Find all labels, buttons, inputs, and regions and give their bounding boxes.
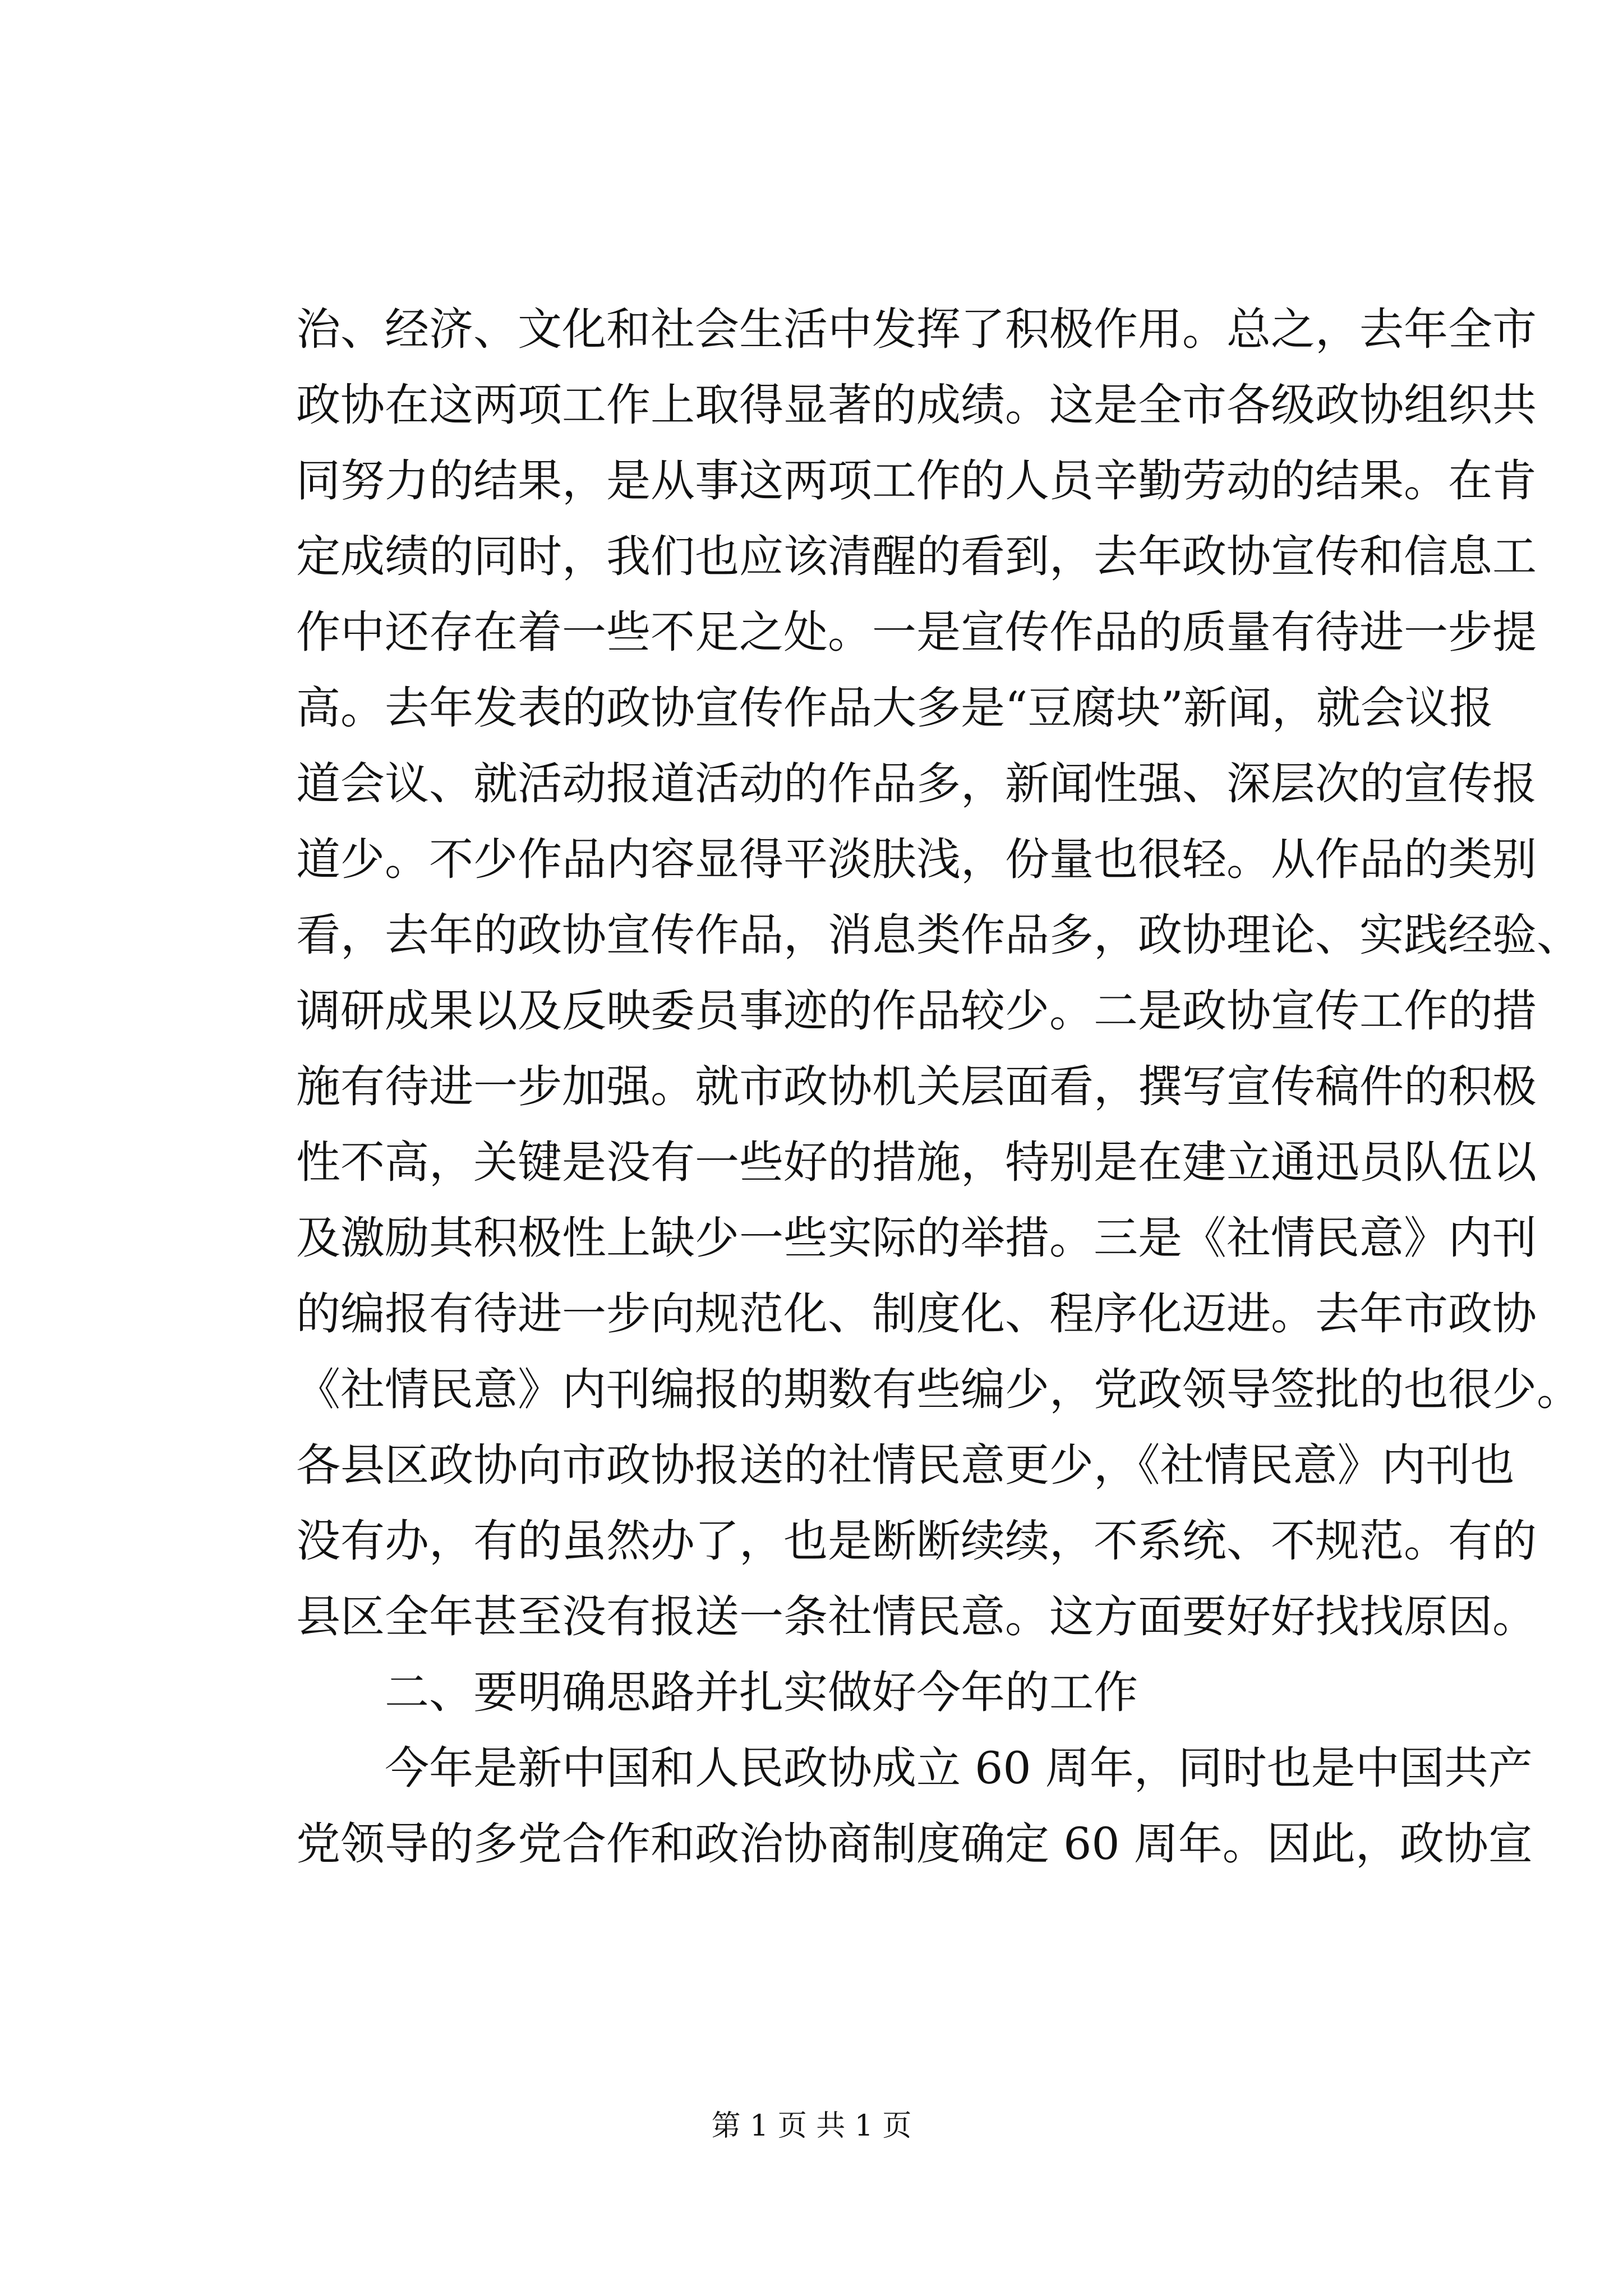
text-line: 及激励其积极性上缺少一些实际的举措。三是《社情民意》内刊 <box>296 1212 1537 1264</box>
text-line: 党领导的多党合作和政治协商制度确定 60 周年。因此，政协宣 <box>296 1818 1533 1870</box>
text-line: 施有待进一步加强。就市政协机关层面看，撰写宣传稿件的积极 <box>296 1061 1537 1112</box>
text-line: 定成绩的同时，我们也应该清醒的看到，去年政协宣传和信息工 <box>296 531 1537 582</box>
text-line: 道少。不少作品内容显得平淡肤浅，份量也很轻。从作品的类别 <box>296 834 1537 885</box>
text-line: 作中还存在着一些不足之处。一是宣传作品的质量有待进一步提 <box>296 606 1537 658</box>
text-line: 今年是新中国和人民政协成立 60 周年，同时也是中国共产 <box>385 1742 1533 1794</box>
text-line: 县区全年甚至没有报送一条社情民意。这方面要好好找找原因。 <box>296 1591 1537 1642</box>
document-body <box>296 292 1581 1882</box>
page-number-label: 第 1 页 共 1 页 <box>711 2109 912 2143</box>
text-line: 各县区政协向市政协报送的社情民意更少，《社情民意》内刊也 <box>296 1439 1515 1491</box>
text-line: 政协在这两项工作上取得显著的成绩。这是全市各级政协组织共 <box>296 379 1537 431</box>
text-line: 没有办，有的虽然办了，也是断断续续，不系统、不规范。有的 <box>296 1515 1537 1567</box>
text-line: 治、经济、文化和社会生活中发挥了积极作用。总之，去年全市 <box>296 303 1537 355</box>
text-line: 的编报有待进一步向规范化、制度化、程序化迈进。去年市政协 <box>296 1288 1537 1340</box>
text-line: 调研成果以及反映委员事迹的作品较少。二是政协宣传工作的措 <box>296 985 1537 1037</box>
text-line: 《社情民意》内刊编报的期数有些编少，党政领导签批的也很少。 <box>296 1364 1581 1415</box>
text-line: 高。去年发表的政协宣传作品大多是“豆腐块”新闻，就会议报 <box>296 682 1493 734</box>
text-line: 道会议、就活动报道活动的作品多，新闻性强、深层次的宣传报 <box>296 758 1537 809</box>
text-line: 看，去年的政协宣传作品，消息类作品多，政协理论、实践经验、 <box>296 909 1581 961</box>
text-line: 同努力的结果，是从事这两项工作的人员辛勤劳动的结果。在肯 <box>296 455 1537 507</box>
text-line: 性不高，关键是没有一些好的措施，特别是在建立通迅员队伍以 <box>296 1137 1537 1188</box>
section-heading: 二、要明确思路并扎实做好今年的工作 <box>385 1667 1138 1718</box>
page-footer <box>0 2106 1623 2146</box>
